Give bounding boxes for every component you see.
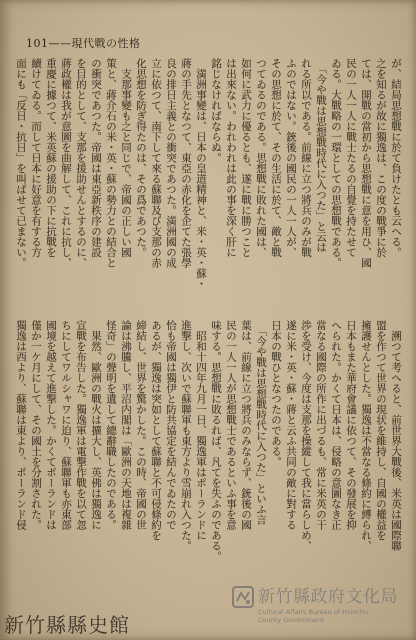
text-column: 盟を作つて世界の現状を維持し、自國の權益を — [375, 320, 387, 541]
text-column: 渉を受け、今度は支那を操縱して我に當らしめ、 — [300, 320, 312, 551]
text-column: が、結局思想戰に於て負けたとも云へる。 — [390, 58, 402, 258]
text-column: 日本の戰ひとなつたのである。 — [270, 320, 282, 467]
text-column: 擁護せんとした。獨逸は不當なる條約に縛られ、 — [360, 320, 372, 551]
text-column: ゐる。大戰略の一環としての思想戰である。 — [330, 58, 342, 268]
text-column: 國境を越えて進撃した。かくてポーランドは — [45, 320, 57, 530]
text-column: 蔣政權は我が意圖を曲解して、これに抗し、 — [60, 58, 72, 268]
text-column: 味する。思想戰に敗るれば、凡てを失ふのである。 — [210, 320, 222, 562]
text-column: 支那事變も之と同じで、帝國の正しい國 — [120, 58, 132, 258]
text-column: あるが、獨逸は突如として蘇聯と不可侵條約を — [150, 320, 162, 541]
watermark-title: 新竹縣政府文化局 — [258, 587, 398, 607]
text-column: ては、開戰の當初から思想戰に意を用ひ、國 — [360, 58, 372, 268]
text-column: れる所以である。前線に立つ將兵のみが戰 — [300, 58, 312, 258]
text-column: 怪奇」の聲明を遺して總辭職したのである。 — [105, 320, 117, 530]
text-column: へられた。かくて日本は、侵略の意圖なき正 — [330, 320, 342, 530]
text-column: 日本もまた華府會議に依つて、その發展を抑 — [345, 320, 357, 530]
text-column: 民の一人一人に戰士たるの自覺を持たせて — [345, 58, 357, 258]
archive-stamp: 新竹縣縣史館 — [4, 613, 130, 637]
text-column: 恰も帝國は獨伊と防共協定を結んでゐたので — [165, 320, 177, 530]
text-column: 宣戰を布告した。獨逸軍は電撃作戰を以て忽 — [75, 320, 87, 530]
text-column: 蔣の手先となつて、東亞の赤化を企てた張學 — [180, 58, 192, 268]
text-column: その思想に於て、その生活に於て、敵と戰 — [270, 58, 282, 258]
text-column: の衝突であつた。帝國は東亞新秩序の建設 — [90, 58, 102, 258]
running-header: 101——現代戰の性格 — [26, 37, 141, 50]
text-column: 「今や戰は思想戰時代に入つた」と云は — [315, 58, 327, 253]
text-column: 満洲事變は、日本の皇道精神と、米・英・蘇・ — [195, 58, 207, 289]
text-column: 果然、歐洲の戰火は擴大し、英佛は獨逸に — [90, 320, 102, 530]
text-column: 重慶に據つて、米英蘇の援助の下に抗戰を — [45, 58, 57, 258]
text-column: 立に依つて、南下して來る蘇聯及び支那の赤 — [150, 58, 162, 268]
watermark — [232, 586, 410, 630]
text-column: 之を知るが故に獨逸は、この度の戰爭に於 — [375, 58, 387, 258]
text-column: 如何に武力に優るとも、遂に戰に勝つこと — [240, 58, 252, 258]
text-column: 溯つて考へると、前世界大戰後、米英は國際聯 — [390, 320, 402, 551]
text-column: 面にも「反日・抗日」を叫ばせて已まない。 — [15, 58, 27, 268]
text-column: 民の一人一人が思想戰士であるといふ事を意 — [225, 320, 237, 530]
text-column: 策と、蔣介石の米・英・蘇の勢力との結合と — [105, 58, 117, 268]
text-column: 當なる國際の所作に出づるも、常に米英の干 — [315, 320, 327, 530]
text-column: を目的として、支那を援助せんとするのに、 — [75, 58, 87, 268]
watermark-subtitle-line1: Cultural Affairs Bureau of Hsinchu — [258, 608, 369, 616]
watermark-text — [258, 586, 398, 624]
text-column: 僅か一ケ月にして、その國土を分割された。 — [30, 320, 42, 530]
text-column: つてゐるのである。思想戰に敗れた國は、 — [255, 58, 267, 258]
text-column: 葉は、前線に立つ將兵のみならず、銃後の國 — [240, 320, 252, 530]
text-column: 續けてゐる。而して日本に好意を有する方 — [30, 58, 42, 258]
text-column: 遂に米・英・蘇・蔣と云ふ共同の敵に對する — [285, 320, 297, 530]
text-column: 銘じなければならぬ。 — [210, 58, 222, 163]
text-column: ふのではない。銃後の國民の一人一人が、 — [285, 58, 297, 258]
text-column: ちにしてワルシャワに迫り、蘇聯軍も亦東部 — [60, 320, 72, 530]
upper-text-block — [13, 58, 403, 296]
text-column: は出來ない。われわれは此の事を深く肝に — [225, 58, 237, 258]
text-column: 締結し、世界を驚かした。この時、帝國の世 — [135, 320, 147, 530]
lower-text-block — [13, 320, 403, 594]
text-column: 獨逸は西より、蘇聯は東より、ポーランド侵 — [15, 320, 27, 530]
watermark-subtitle-line2: County Government — [258, 616, 324, 624]
text-column: 論は沸騰し、平沼内閣は「歐洲の天地は複雜 — [120, 320, 132, 530]
text-column: 進撃し、次いで蘇聯軍も東方より雪崩れ入つた。 — [180, 320, 192, 551]
text-column: 化思想を防ぎ得たのは、その爲であつた。 — [135, 58, 147, 258]
text-column: 「今や戰は思想戰時代に入つた」といふ言 — [255, 320, 267, 525]
text-column: 昭和十四年九月一日、獨逸軍はポーランドに — [195, 320, 207, 541]
text-column: 良の排日主義との衝突であつた。満洲國の成 — [165, 58, 177, 268]
bureau-logo-icon — [232, 586, 254, 608]
